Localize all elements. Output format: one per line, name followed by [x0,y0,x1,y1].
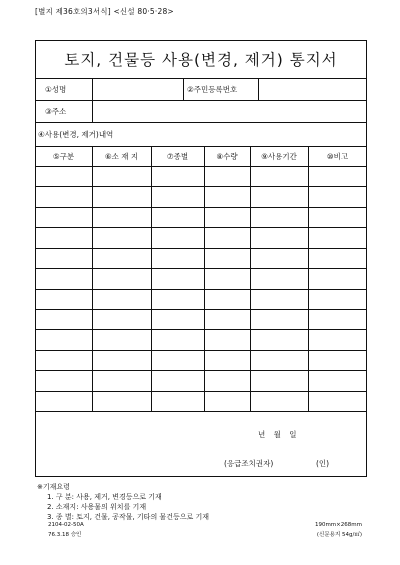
table-row-line [35,186,367,187]
table-cell[interactable] [310,312,365,328]
paper-spec: (신문용지 54g/㎡) [316,532,362,538]
table-row-line [35,329,367,330]
table-cell[interactable] [153,169,202,185]
table-cell[interactable] [153,189,202,205]
table-row-line [35,289,367,290]
table-row-line [35,350,367,351]
table-cell[interactable] [206,292,248,308]
table-row-line [35,370,367,371]
table-cell[interactable] [252,251,306,267]
table-cell[interactable] [310,292,365,308]
table-row-line [35,268,367,269]
table-cell[interactable] [206,353,248,369]
table-cell[interactable] [310,169,365,185]
table-cell[interactable] [310,251,365,267]
form-reference-header: [별지 제36호의3서식] <신설 80·5·28> [35,7,174,16]
form-title: 토지, 건물등 사용(변경, 제거) 통지서 [64,51,338,69]
id-number-field[interactable] [259,79,365,99]
table-cell[interactable] [37,251,90,267]
table-cell[interactable] [94,271,149,287]
instructions-heading: ※기재요령 [37,483,70,491]
table-cell[interactable] [94,353,149,369]
name-field[interactable] [93,79,182,99]
table-cell[interactable] [94,312,149,328]
table-row-line [35,207,367,208]
table-cell[interactable] [94,230,149,246]
paper-size: 190mm×268mm [314,522,362,528]
table-cell[interactable] [37,373,90,389]
table-cell[interactable] [206,271,248,287]
table-cell[interactable] [37,210,90,226]
instruction-item: 2. 소재지: 사용물의 위치를 기재 [47,503,147,511]
table-cell[interactable] [37,169,90,185]
table-cell[interactable] [310,189,365,205]
table-cell[interactable] [310,394,365,410]
column-header-location: ⑥소 재 지 [104,151,139,161]
column-header-type: ⑦종별 [166,151,189,161]
id-number-label: ②주민등록번호 [187,85,238,94]
table-cell[interactable] [37,332,90,348]
table-row-line [35,227,367,228]
table-cell[interactable] [153,353,202,369]
divider-line [183,78,184,100]
table-cell[interactable] [153,292,202,308]
address-label: ③주소 [45,107,67,116]
table-cell[interactable] [153,230,202,246]
table-cell[interactable] [153,312,202,328]
table-row-line [35,411,367,412]
divider-line [250,146,251,411]
column-header-remarks: ⑩비고 [326,151,349,161]
table-row-line [35,309,367,310]
table-cell[interactable] [252,189,306,205]
instruction-item: 3. 종 별: 토지, 건물, 공작물, 기타의 물건등으로 기재 [47,513,209,521]
divider-line [308,146,309,411]
table-cell[interactable] [252,292,306,308]
table-cell[interactable] [37,394,90,410]
table-cell[interactable] [206,251,248,267]
date-line: 년 월 일 [258,430,297,439]
address-field[interactable] [93,101,365,121]
table-cell[interactable] [94,332,149,348]
table-cell[interactable] [252,271,306,287]
table-cell[interactable] [94,292,149,308]
table-cell[interactable] [252,230,306,246]
divider-line [92,146,93,411]
table-cell[interactable] [37,189,90,205]
table-cell[interactable] [206,189,248,205]
table-cell[interactable] [206,373,248,389]
approval-date: 76.3.18 승인 [48,532,82,538]
table-cell[interactable] [252,312,306,328]
divider-line [35,166,367,167]
signer-label: (응급조치권자) [224,459,274,468]
table-cell[interactable] [310,230,365,246]
seal-label: (인) [316,459,330,468]
form-code: 2104-02-50A [48,522,84,528]
table-cell[interactable] [153,332,202,348]
table-cell[interactable] [252,373,306,389]
table-cell[interactable] [310,271,365,287]
table-cell[interactable] [94,373,149,389]
table-cell[interactable] [94,251,149,267]
table-cell[interactable] [206,169,248,185]
table-cell[interactable] [153,251,202,267]
column-header-period: ⑨사용기간 [261,151,297,161]
divider-line [151,146,152,411]
table-cell[interactable] [37,312,90,328]
table-cell[interactable] [37,230,90,246]
table-cell[interactable] [310,332,365,348]
column-header-quantity: ⑧수량 [216,151,238,161]
column-header-category: ⑤구분 [52,151,75,161]
divider-line [204,146,205,411]
table-cell[interactable] [94,169,149,185]
table-cell[interactable] [310,210,365,226]
table-cell[interactable] [94,189,149,205]
table-cell[interactable] [153,210,202,226]
table-cell[interactable] [252,332,306,348]
table-cell[interactable] [252,169,306,185]
instructions [37,482,209,522]
table-row-line [35,248,367,249]
divider-line [35,122,367,123]
details-label: ④사용(변경, 제거)내역 [38,130,114,139]
table-row-line [35,391,367,392]
table-cell[interactable] [153,394,202,410]
table-cell[interactable] [153,373,202,389]
table-cell[interactable] [252,353,306,369]
table-cell[interactable] [153,271,202,287]
table-cell[interactable] [206,332,248,348]
table-cell[interactable] [37,292,90,308]
table-cell[interactable] [206,210,248,226]
table-cell[interactable] [37,271,90,287]
table-cell[interactable] [206,394,248,410]
table-cell[interactable] [252,210,306,226]
table-cell[interactable] [206,230,248,246]
table-cell[interactable] [37,353,90,369]
instruction-item: 1. 구 분: 사용, 제거, 변경등으로 기재 [47,493,162,501]
table-cell[interactable] [310,373,365,389]
table-cell[interactable] [252,394,306,410]
table-cell[interactable] [94,210,149,226]
name-label: ①성명 [45,85,67,94]
table-cell[interactable] [310,353,365,369]
table-cell[interactable] [206,312,248,328]
table-cell[interactable] [94,394,149,410]
